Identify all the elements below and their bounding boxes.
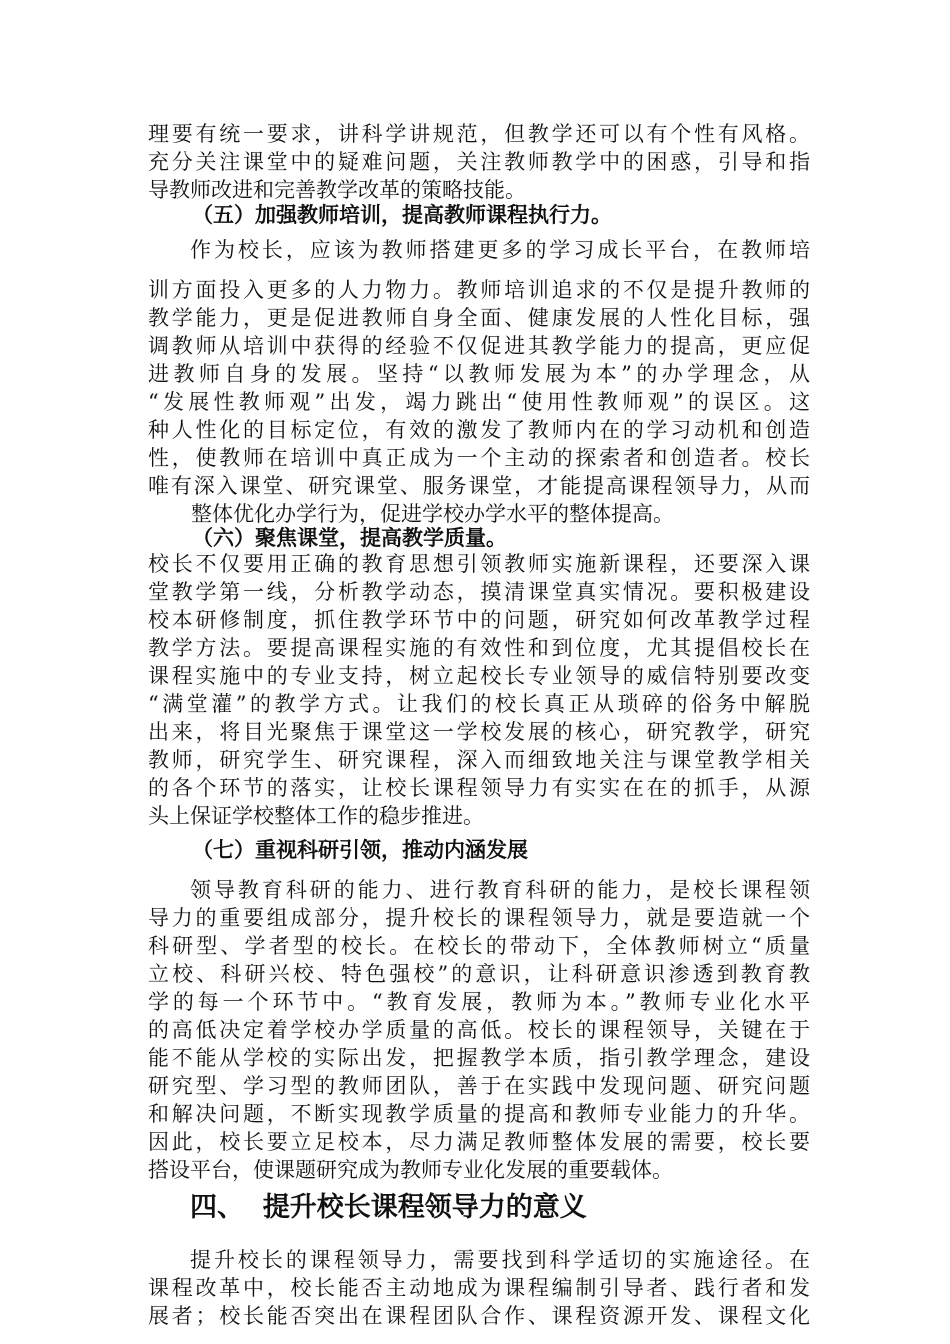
body-text-line: 课程实施中的专业支持，树立起校长专业领导的威信特别要改变 xyxy=(148,664,810,688)
section-heading-5: （五）加强教师培训，提高教师课程执行力。 xyxy=(192,203,612,227)
body-text-line: 进教师自身的发展。坚持“以教师发展为本”的办学理念，从 xyxy=(148,362,810,386)
body-text-line: 提升校长的课程领导力，需要找到科学适切的实施途径。在 xyxy=(190,1248,810,1272)
body-text-line: 堂教学第一线，分析教学动态，摸清课堂真实情况。要积极建设 xyxy=(148,580,810,604)
body-text-line: 和解决问题，不断实现教学质量的提高和教师专业能力的升华。 xyxy=(148,1102,810,1126)
body-text-line: 科研型、学者型的校长。在校长的带动下，全体教师树立“质量 xyxy=(148,934,810,958)
body-text-line: 的高低决定着学校办学质量的高低。校长的课程领导，关键在于 xyxy=(148,1018,810,1042)
body-text-line: 充分关注课堂中的疑难问题，关注教师教学中的困惑，引导和指 xyxy=(148,150,810,174)
body-text-line: 教师，研究学生、研究课程，深入而细致地关注与课堂教学相关 xyxy=(148,748,810,772)
section-heading-7: （七）重视科研引领，推动内涵发展 xyxy=(192,838,528,862)
body-text-line: 学的每一个环节中。“教育发展，教师为本。”教师专业化水平 xyxy=(148,990,810,1014)
body-text-line: 能不能从学校的实际出发，把握教学本质，指引教学理念，建设 xyxy=(148,1046,810,1070)
section-heading-6: （六）聚焦课堂，提高教学质量。 xyxy=(192,526,507,550)
body-text-line: 理要有统一要求，讲科学讲规范，但教学还可以有个性有风格。 xyxy=(148,122,810,146)
body-text-line: “发展性教师观”出发，竭力跳出“使用性教师观”的误区。这 xyxy=(148,390,810,414)
body-text-line: 作为校长，应该为教师搭建更多的学习成长平台，在教师培 xyxy=(190,238,810,262)
body-text-line: 调教师从培训中获得的经验不仅促进其教学能力的提高，更应促 xyxy=(148,334,810,358)
chapter-heading-4: 四、 提升校长课程领导力的意义 xyxy=(190,1192,587,1223)
body-text-line: 教学方法。要提高课程实施的有效性和到位度，尤其提倡校长在 xyxy=(148,636,810,660)
body-text-line: “满堂灌”的教学方式。让我们的校长真正从琐碎的俗务中解脱 xyxy=(148,692,810,716)
body-text-line: 整体优化办学行为，促进学校办学水平的整体提高。 xyxy=(191,502,674,526)
body-text-line: 出来，将目光聚焦于课堂这一学校发展的核心，研究教学，研究 xyxy=(148,720,810,744)
body-text-line: 的各个环节的落实，让校长课程领导力有实实在在的抓手，从源 xyxy=(148,776,810,800)
body-text-line: 导力的重要组成部分，提升校长的课程领导力，就是要造就一个 xyxy=(148,906,810,930)
body-text-line: 性，使教师在培训中真正成为一个主动的探索者和创造者。校长 xyxy=(148,446,810,470)
body-text-line: 立校、科研兴校、特色强校”的意识，让科研意识渗透到教育教 xyxy=(148,962,810,986)
body-text-line: 导教师改进和完善教学改革的策略技能。 xyxy=(148,178,526,202)
body-text-line: 因此，校长要立足校本，尽力满足教师整体发展的需要，校长要 xyxy=(148,1130,810,1154)
body-text-line: 训方面投入更多的人力物力。教师培训追求的不仅是提升教师的 xyxy=(148,278,810,302)
body-text-line: 头上保证学校整体工作的稳步推进。 xyxy=(148,804,484,828)
body-text-line: 校长不仅要用正确的教育思想引领教师实施新课程，还要深入课 xyxy=(148,552,810,576)
body-text-line: 领导教育科研的能力、进行教育科研的能力，是校长课程领 xyxy=(190,878,810,902)
body-text-line: 课程改革中，校长能否主动地成为课程编制引导者、践行者和发 xyxy=(148,1276,810,1300)
body-text-line: 唯有深入课堂、研究课堂、服务课堂，才能提高课程领导力，从而 xyxy=(148,474,810,498)
body-text-line: 研究型、学习型的教师团队，善于在实践中发现问题、研究问题 xyxy=(148,1074,810,1098)
body-text-line: 校本研修制度，抓住教学环节中的问题，研究如何改革教学过程 xyxy=(148,608,810,632)
body-text-line: 教学能力，更是促进教师自身全面、健康发展的人性化目标，强 xyxy=(148,306,810,330)
body-text-line: 种人性化的目标定位，有效的激发了教师内在的学习动机和创造 xyxy=(148,418,810,442)
body-text-line: 搭设平台，使课题研究成为教师专业化发展的重要载体。 xyxy=(148,1158,673,1182)
body-text-line: 展者；校长能否突出在课程团队合作、课程资源开发、课程文化 xyxy=(148,1304,810,1328)
